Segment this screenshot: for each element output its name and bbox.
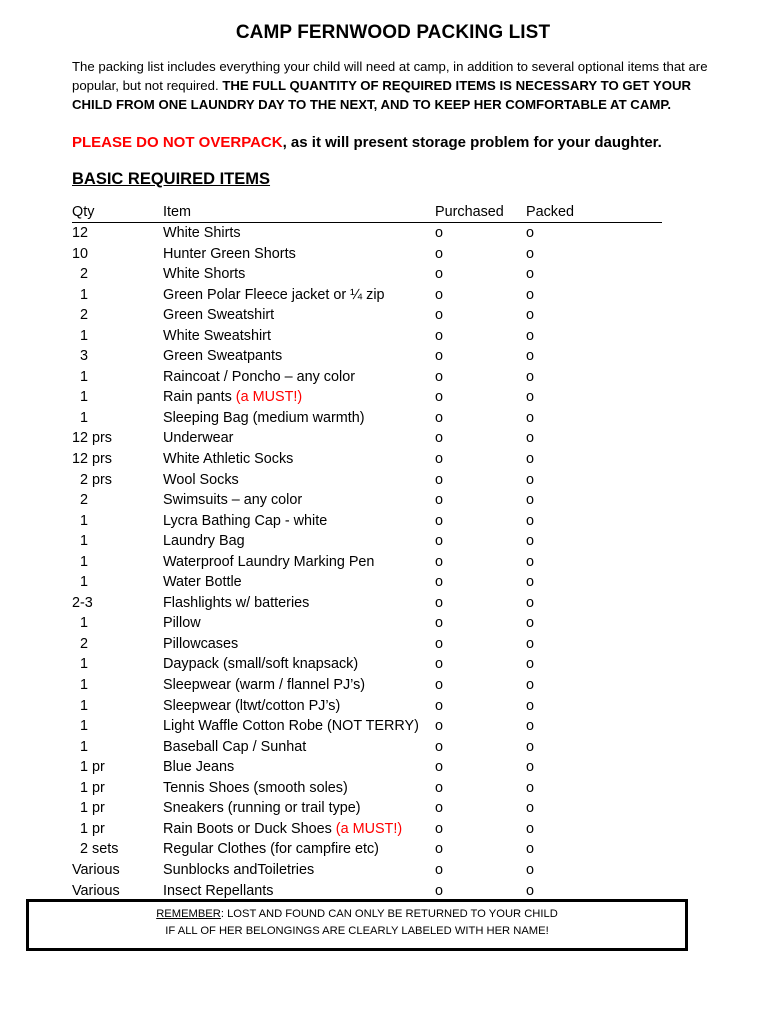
packed-checkbox[interactable]: o bbox=[526, 533, 535, 550]
item-name-cell bbox=[163, 490, 433, 510]
item-qty: 12 bbox=[72, 225, 89, 241]
packed-checkbox[interactable]: o bbox=[526, 307, 535, 324]
purchased-checkbox[interactable]: o bbox=[435, 225, 444, 241]
item-name-cell bbox=[163, 881, 433, 901]
purchased-checkbox[interactable]: o bbox=[435, 471, 444, 488]
item-qty: 12 prs bbox=[72, 430, 112, 447]
item-name-cell bbox=[163, 305, 433, 325]
item-name-cell bbox=[163, 757, 433, 777]
item-qty: Various bbox=[72, 861, 120, 878]
purchased-checkbox[interactable]: o bbox=[435, 841, 444, 858]
purchased-checkbox[interactable]: o bbox=[435, 327, 444, 344]
item-qty: 2 bbox=[80, 266, 89, 283]
purchased-checkbox[interactable]: o bbox=[435, 594, 444, 611]
packed-checkbox[interactable]: o bbox=[526, 286, 535, 303]
table-row bbox=[72, 819, 662, 840]
item-qty: 1 pr bbox=[80, 800, 105, 817]
item-name-cell bbox=[163, 428, 433, 448]
item-name: Rain pants bbox=[163, 389, 236, 406]
purchased-checkbox[interactable]: o bbox=[435, 409, 444, 426]
item-name-cell bbox=[163, 839, 433, 859]
packed-checkbox[interactable]: o bbox=[526, 759, 535, 776]
header-packed: Packed bbox=[526, 204, 574, 220]
intro-bold-text: THE FULL QUANTITY OF REQUIRED ITEMS IS NECESSARY TO GET YOUR CHILD FROM ONE LAUNDRY DAY TO THE NEXT, AND TO KEEP HER COMFORTABLE AT CAMP. bbox=[72, 78, 692, 112]
purchased-checkbox[interactable]: o bbox=[435, 307, 444, 324]
item-name-cell bbox=[163, 675, 433, 695]
item-qty: 1 bbox=[80, 615, 89, 632]
purchased-checkbox[interactable]: o bbox=[435, 430, 444, 447]
item-name: Hunter Green Shorts bbox=[163, 245, 296, 262]
item-name-cell bbox=[163, 367, 433, 387]
table-row bbox=[72, 613, 662, 634]
packed-checkbox[interactable]: o bbox=[526, 697, 535, 714]
table-row bbox=[72, 490, 662, 511]
reminder-line-2: IF ALL OF HER BELONGINGS ARE CLEARLY LABELED WITH HER NAME! bbox=[165, 925, 549, 937]
table-row bbox=[72, 798, 662, 819]
table-row bbox=[72, 696, 662, 717]
item-name-cell bbox=[163, 778, 433, 798]
item-qty: 10 bbox=[72, 245, 89, 262]
packed-checkbox[interactable]: o bbox=[526, 389, 535, 406]
item-qty: 2 bbox=[80, 307, 89, 324]
table-row bbox=[72, 881, 662, 902]
packed-checkbox[interactable]: o bbox=[526, 348, 535, 365]
item-name-cell bbox=[163, 285, 433, 305]
purchased-checkbox[interactable]: o bbox=[435, 882, 444, 899]
packed-checkbox[interactable]: o bbox=[526, 553, 535, 570]
item-qty: 1 bbox=[80, 409, 89, 426]
item-name: White Shirts bbox=[163, 225, 241, 241]
packed-checkbox[interactable]: o bbox=[526, 615, 535, 632]
purchased-checkbox[interactable]: o bbox=[435, 266, 444, 283]
purchased-checkbox[interactable]: o bbox=[435, 348, 444, 365]
packed-checkbox[interactable]: o bbox=[526, 471, 535, 488]
item-name: Pillow bbox=[163, 615, 201, 632]
item-name: Raincoat / Poncho – any color bbox=[163, 368, 355, 385]
packed-checkbox[interactable]: o bbox=[526, 245, 535, 262]
item-name-cell bbox=[163, 244, 433, 264]
item-name-cell bbox=[163, 593, 433, 613]
packed-checkbox[interactable]: o bbox=[526, 225, 535, 241]
item-qty: 1 bbox=[80, 574, 89, 591]
item-name: Sneakers (running or trail type) bbox=[163, 800, 361, 817]
table-row bbox=[72, 552, 662, 573]
item-qty: 2-3 bbox=[72, 594, 93, 611]
table-row bbox=[72, 326, 662, 347]
purchased-checkbox[interactable]: o bbox=[435, 800, 444, 817]
item-qty: 2 sets bbox=[80, 841, 119, 858]
item-qty: 2 bbox=[80, 635, 89, 652]
table-row bbox=[72, 593, 662, 614]
intro-text: The packing list includes everything your child will need at camp, in addition to several optional items that are popular, but not required. bbox=[72, 59, 708, 93]
item-name: Tennis Shoes (smooth soles) bbox=[163, 779, 348, 796]
packed-checkbox[interactable]: o bbox=[526, 718, 535, 735]
table-row bbox=[72, 305, 662, 326]
item-name-cell bbox=[163, 819, 433, 839]
item-qty: 1 bbox=[80, 677, 89, 694]
purchased-checkbox[interactable]: o bbox=[435, 656, 444, 673]
table-body bbox=[72, 223, 662, 901]
table-row bbox=[72, 572, 662, 593]
table-row bbox=[72, 346, 662, 367]
packed-checkbox[interactable]: o bbox=[526, 635, 535, 652]
item-qty: 1 bbox=[80, 389, 89, 406]
purchased-checkbox[interactable]: o bbox=[435, 245, 444, 262]
item-qty: 1 bbox=[80, 697, 89, 714]
purchased-checkbox[interactable]: o bbox=[435, 574, 444, 591]
warning-text: , as it will present storage problem for your daughter. bbox=[282, 134, 662, 151]
packed-checkbox[interactable]: o bbox=[526, 327, 535, 344]
item-name: Regular Clothes (for campfire etc) bbox=[163, 841, 379, 858]
item-qty: 2 bbox=[80, 492, 89, 509]
packed-checkbox[interactable]: o bbox=[526, 368, 535, 385]
item-name: Sunblocks andToiletries bbox=[163, 861, 315, 878]
item-name: Daypack (small/soft knapsack) bbox=[163, 656, 359, 673]
purchased-checkbox[interactable]: o bbox=[435, 677, 444, 694]
table-header bbox=[72, 202, 662, 223]
purchased-checkbox[interactable]: o bbox=[435, 635, 444, 652]
item-name-cell bbox=[163, 346, 433, 366]
item-qty: 12 prs bbox=[72, 451, 112, 468]
item-name: Insect Repellants bbox=[163, 882, 274, 899]
table-row bbox=[72, 860, 662, 881]
packing-table bbox=[72, 202, 662, 901]
table-row bbox=[72, 654, 662, 675]
item-name-cell bbox=[163, 860, 433, 880]
item-qty: 1 bbox=[80, 368, 89, 385]
packed-checkbox[interactable]: o bbox=[526, 882, 535, 899]
packed-checkbox[interactable]: o bbox=[526, 677, 535, 694]
item-name: Laundry Bag bbox=[163, 533, 245, 550]
item-name: Pillowcases bbox=[163, 635, 239, 652]
item-name-cell bbox=[163, 408, 433, 428]
item-name-cell bbox=[163, 511, 433, 531]
item-name-cell bbox=[163, 449, 433, 469]
purchased-checkbox[interactable]: o bbox=[435, 759, 444, 776]
item-qty: 1 bbox=[80, 738, 89, 755]
item-name: Water Bottle bbox=[163, 574, 242, 591]
reminder-label: REMEMBER bbox=[156, 908, 221, 920]
table-row bbox=[72, 511, 662, 532]
header-item: Item bbox=[163, 204, 191, 220]
table-row bbox=[72, 737, 662, 758]
item-qty: 2 prs bbox=[80, 471, 112, 488]
packed-checkbox[interactable]: o bbox=[526, 594, 535, 611]
purchased-checkbox[interactable]: o bbox=[435, 368, 444, 385]
item-name-cell bbox=[163, 696, 433, 716]
table-row bbox=[72, 285, 662, 306]
item-name: Blue Jeans bbox=[163, 759, 235, 776]
item-name: Waterproof Laundry Marking Pen bbox=[163, 553, 375, 570]
purchased-checkbox[interactable]: o bbox=[435, 738, 444, 755]
item-name-cell bbox=[163, 716, 433, 736]
item-qty: 1 bbox=[80, 656, 89, 673]
item-name: Green Polar Fleece jacket or ¼ zip bbox=[163, 286, 385, 303]
header-purchased: Purchased bbox=[435, 204, 504, 220]
packed-checkbox[interactable]: o bbox=[526, 492, 535, 509]
item-name: Swimsuits – any color bbox=[163, 492, 303, 509]
item-name-cell bbox=[163, 387, 433, 407]
warning-highlight: PLEASE DO NOT OVERPACK bbox=[72, 134, 283, 151]
table-row bbox=[72, 428, 662, 449]
item-qty: 1 bbox=[80, 286, 89, 303]
item-name: White Sweatshirt bbox=[163, 327, 271, 344]
packed-checkbox[interactable]: o bbox=[526, 430, 535, 447]
item-name: Wool Socks bbox=[163, 471, 239, 488]
table-row bbox=[72, 387, 662, 408]
item-name-cell bbox=[163, 572, 433, 592]
item-qty: 1 bbox=[80, 718, 89, 735]
item-name-cell bbox=[163, 613, 433, 633]
purchased-checkbox[interactable]: o bbox=[435, 615, 444, 632]
item-qty: 1 pr bbox=[80, 820, 105, 837]
purchased-checkbox[interactable]: o bbox=[435, 553, 444, 570]
item-name-cell bbox=[163, 654, 433, 674]
item-name: Green Sweatpants bbox=[163, 348, 283, 365]
purchased-checkbox[interactable]: o bbox=[435, 697, 444, 714]
item-note: (a MUST!) bbox=[235, 389, 303, 406]
table-row bbox=[72, 839, 662, 860]
item-name-cell bbox=[163, 470, 433, 490]
item-name-cell bbox=[163, 264, 433, 284]
item-qty: Various bbox=[72, 882, 120, 899]
table-row bbox=[72, 778, 662, 799]
table-row bbox=[72, 470, 662, 491]
packed-checkbox[interactable]: o bbox=[526, 738, 535, 755]
item-name: Sleepwear (ltwt/cotton PJ’s) bbox=[163, 697, 341, 714]
page-title: CAMP FERNWOOD PACKING LIST bbox=[235, 22, 551, 43]
table-row bbox=[72, 244, 662, 265]
item-qty: 1 pr bbox=[80, 759, 105, 776]
item-name: Sleeping Bag (medium warmth) bbox=[163, 409, 365, 426]
reminder-box bbox=[26, 899, 688, 951]
table-row bbox=[72, 634, 662, 655]
packed-checkbox[interactable]: o bbox=[526, 656, 535, 673]
packed-checkbox[interactable]: o bbox=[526, 409, 535, 426]
item-name-cell bbox=[163, 531, 433, 551]
item-name: White Athletic Socks bbox=[163, 451, 294, 468]
item-name: Sleepwear (warm / flannel PJ’s) bbox=[163, 677, 366, 694]
table-row bbox=[72, 408, 662, 429]
item-name-cell bbox=[163, 634, 433, 654]
item-name-cell bbox=[163, 737, 433, 757]
purchased-checkbox[interactable]: o bbox=[435, 492, 444, 509]
packed-checkbox[interactable]: o bbox=[526, 266, 535, 283]
item-qty: 1 bbox=[80, 512, 89, 529]
overpack-warning bbox=[72, 134, 662, 151]
table-row bbox=[72, 531, 662, 552]
item-name: Baseball Cap / Sunhat bbox=[163, 738, 307, 755]
purchased-checkbox[interactable]: o bbox=[435, 451, 444, 468]
item-note: (a MUST!) bbox=[335, 820, 403, 837]
table-row bbox=[72, 449, 662, 470]
item-name-cell bbox=[163, 552, 433, 572]
purchased-checkbox[interactable]: o bbox=[435, 533, 444, 550]
purchased-checkbox[interactable]: o bbox=[435, 779, 444, 796]
purchased-checkbox[interactable]: o bbox=[435, 861, 444, 878]
item-qty: 1 bbox=[80, 327, 89, 344]
item-qty: 1 bbox=[80, 533, 89, 550]
packed-checkbox[interactable]: o bbox=[526, 820, 535, 837]
packed-checkbox[interactable]: o bbox=[526, 512, 535, 529]
item-name-cell bbox=[163, 326, 433, 346]
packed-checkbox[interactable]: o bbox=[526, 779, 535, 796]
item-name: Lycra Bathing Cap - white bbox=[163, 512, 328, 529]
packed-checkbox[interactable]: o bbox=[526, 841, 535, 858]
table-row bbox=[72, 367, 662, 388]
reminder-line-1 bbox=[29, 906, 685, 923]
item-qty: 3 bbox=[80, 348, 89, 365]
packed-checkbox[interactable]: o bbox=[526, 861, 535, 878]
section-title: BASIC REQUIRED ITEMS bbox=[72, 170, 271, 188]
purchased-checkbox[interactable]: o bbox=[435, 389, 444, 406]
reminder-text-1: : LOST AND FOUND CAN ONLY BE RETURNED TO YOUR CHILD bbox=[220, 908, 558, 920]
item-name: Underwear bbox=[163, 430, 234, 447]
item-name: Flashlights w/ batteries bbox=[163, 594, 310, 611]
purchased-checkbox[interactable]: o bbox=[435, 718, 444, 735]
item-name-cell bbox=[163, 798, 433, 818]
table-row bbox=[72, 223, 662, 244]
purchased-checkbox[interactable]: o bbox=[435, 820, 444, 837]
item-name: Green Sweatshirt bbox=[163, 307, 275, 324]
packed-checkbox[interactable]: o bbox=[526, 800, 535, 817]
item-name-cell bbox=[163, 223, 433, 243]
table-row bbox=[72, 264, 662, 285]
item-name: Light Waffle Cotton Robe (NOT TERRY) bbox=[163, 718, 419, 735]
purchased-checkbox[interactable]: o bbox=[435, 512, 444, 529]
packed-checkbox[interactable]: o bbox=[526, 574, 535, 591]
item-qty: 1 pr bbox=[80, 779, 105, 796]
packed-checkbox[interactable]: o bbox=[526, 451, 535, 468]
item-name: White Shorts bbox=[163, 266, 246, 283]
table-row bbox=[72, 675, 662, 696]
item-name: Rain Boots or Duck Shoes bbox=[163, 820, 336, 837]
table-row bbox=[72, 716, 662, 737]
item-qty: 1 bbox=[80, 553, 89, 570]
header-qty: Qty bbox=[72, 204, 95, 220]
purchased-checkbox[interactable]: o bbox=[435, 286, 444, 303]
table-row bbox=[72, 757, 662, 778]
intro-paragraph bbox=[72, 57, 712, 114]
